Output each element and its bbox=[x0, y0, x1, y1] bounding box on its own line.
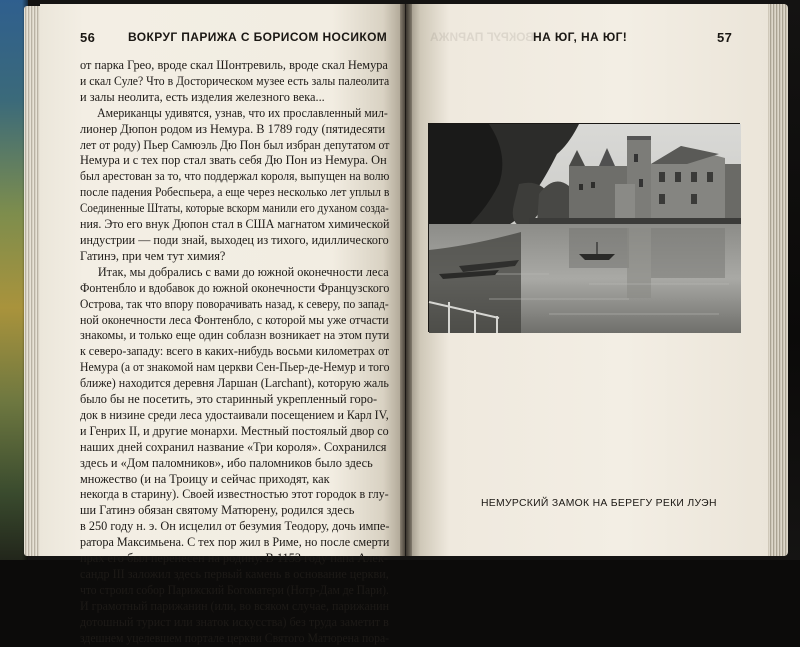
paragraph bbox=[80, 265, 389, 647]
text-line: ной оконечности леса Фонтенбло, с которой мы уже отчасти bbox=[80, 312, 389, 327]
right-page-edges bbox=[766, 4, 788, 556]
right-page-number: 57 bbox=[717, 30, 733, 45]
text-line: Соединенные Штаты, которые вскорм манили его духаном созда- bbox=[80, 201, 389, 216]
text-line: и скал Суле? Что в Досторическом музее есть залы палеолита bbox=[80, 73, 390, 88]
text-line: Фонтенбло и вдобавок до южной оконечности Французского bbox=[80, 280, 390, 295]
text-line: прах его был перенесен на родину. В 1153 году папа Алек- bbox=[80, 551, 389, 566]
text-line: множество (и на Троицу и сейчас приходят, как bbox=[80, 471, 330, 486]
text-line: Немура и с тех пор стал звать себя Дю Пон из Немура. Он bbox=[80, 153, 387, 168]
right-running-header: НА ЮГ, НА ЮГ! bbox=[533, 30, 628, 44]
text-line: было бы не посетить, это старинный укрепленный горо- bbox=[80, 392, 378, 407]
text-line: индустрии — поди знай, выходец из тихого, идиллического bbox=[80, 232, 389, 247]
text-line: наших дней сохранил название «Три короля». Сохранился bbox=[80, 439, 387, 454]
text-line: некогда в старину). Своей известностью этот городок в глу- bbox=[80, 487, 389, 502]
text-line: что строил собор Парижский Богоматери (Нотр-Дам де Пари). bbox=[80, 582, 389, 597]
book-gutter bbox=[400, 4, 412, 556]
photo-caption: НЕМУРСКИЙ ЗАМОК НА БЕРЕГУ РЕКИ ЛУЭН bbox=[481, 498, 717, 509]
text-line: здесь и «Дом паломников», ибо паломников было здесь bbox=[80, 455, 373, 470]
text-line: сандр III заложил здесь первый камень в основание церкви, bbox=[80, 567, 389, 581]
text-line: Гатинэ, при чем тут химия? bbox=[80, 248, 226, 263]
text-line: ши Гатинэ обязан святому Матюрену, родился здесь bbox=[80, 503, 355, 518]
text-line: здешнем уцелевшем портале церкви Святого Матюрена пора- bbox=[80, 630, 390, 645]
text-line: Острова, так что впору поворачивать назад, к северу, по запад- bbox=[80, 296, 389, 311]
text-line: Итак, мы добрались с вами до южной оконечности леса bbox=[97, 264, 389, 279]
nemours-castle-photo bbox=[428, 123, 740, 332]
paragraph bbox=[80, 58, 389, 106]
text-line: и залы неолита, есть изделия железного века... bbox=[80, 89, 325, 104]
left-page-number: 56 bbox=[80, 30, 96, 45]
text-line: от парка Грео, вроде скал Шонтревиль, вроде скал Немура bbox=[80, 58, 388, 72]
text-line: в 250 году н. э. Он исцелил от безумия Теодору, дочь импе- bbox=[80, 519, 390, 534]
text-line: ния. Это его внук Дюпон стал в США магнатом химической bbox=[80, 217, 390, 232]
text-line: дотошный турист или знаток искусства) без труда заметит в bbox=[80, 614, 389, 629]
left-page-body-text bbox=[80, 58, 389, 647]
text-line: Американцы удивятся, узнав, что их прославленный мил- bbox=[97, 105, 388, 120]
text-line: лионер Дюпон родом из Немура. В 1789 году (пятидесяти bbox=[80, 121, 386, 136]
text-line: был арестован за то, что поддержал короля, выпущен на волю bbox=[80, 169, 390, 184]
text-line: И грамотный парижанин (или, во всяком случае, парижанин bbox=[80, 598, 390, 613]
text-line: к северо-западу: всего в каких-нибудь восьми километрах от bbox=[80, 344, 390, 359]
paragraph bbox=[80, 106, 389, 265]
text-line: Немура (а от знакомой нам церкви Сен-Пьер-де-Немур и того bbox=[80, 360, 390, 375]
text-line: ближе) находится деревня Ларшан (Larchant), которую жаль bbox=[80, 376, 389, 391]
left-running-header: ВОКРУГ ПАРИЖА С БОРИСОМ НОСИКОМ bbox=[128, 30, 388, 44]
text-line: док в низине среди леса удостаивали посещением и Карл IV, bbox=[80, 407, 389, 422]
show-through-header: ВОКРУГ ПАРИЖА bbox=[430, 30, 534, 44]
text-line: и Генрих II, и другие монархи. Местный постоялый двор со bbox=[80, 423, 389, 438]
text-line: ратора Максимьена. С тех пор жил в Риме, но после смерти bbox=[80, 535, 390, 550]
text-line: знакомы, и только еще один соблазн возникает на этом пути bbox=[80, 328, 390, 343]
text-line: после падения Робеспьера, а еще через несколько лет уплыл в bbox=[80, 185, 390, 200]
text-line: лет от роду) Пьер Самюэль Дю Пон был избран депутатом от bbox=[80, 137, 390, 152]
